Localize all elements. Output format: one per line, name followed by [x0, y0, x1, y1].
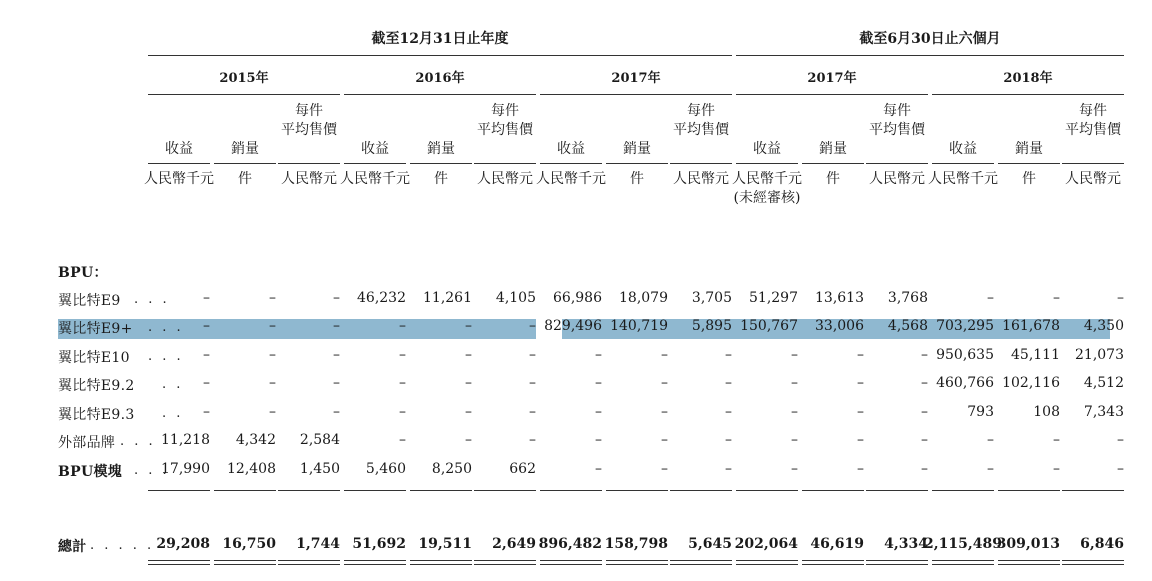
unit-label: 件 — [434, 171, 448, 187]
col-header-rule — [214, 163, 276, 164]
year-2018-interim: 2018年 — [1003, 71, 1053, 86]
table-cell: 662 — [509, 461, 536, 477]
total-double-rule-2 — [866, 564, 928, 565]
subtotal-rule — [802, 490, 864, 491]
table-cell: – — [1053, 432, 1060, 448]
col-asp-line2: 平均售價 — [477, 122, 533, 138]
table-cell: – — [921, 375, 928, 391]
table-cell: – — [921, 432, 928, 448]
table-cell: 950,635 — [936, 347, 994, 363]
table-cell: – — [1053, 461, 1060, 477]
subtotal-rule — [540, 490, 602, 491]
table-cell: – — [595, 347, 602, 363]
total-cell: 158,798 — [604, 536, 668, 552]
year-2015: 2015年 — [219, 71, 269, 86]
unit-label: 件 — [630, 171, 644, 187]
rule-year-2017b — [736, 94, 928, 95]
total-double-rule-1 — [670, 560, 732, 561]
unit-label: 人民幣千元 — [732, 171, 802, 187]
table-cell: – — [791, 461, 798, 477]
table-cell: 51,297 — [749, 290, 798, 306]
table-cell: – — [333, 318, 340, 334]
table-cell: – — [333, 375, 340, 391]
table-cell: – — [465, 404, 472, 420]
row-label: 外部品牌 — [58, 435, 116, 451]
row-label: 翼比特E9 — [58, 293, 121, 309]
col-header-rule — [866, 163, 928, 164]
total-double-rule-1 — [932, 560, 994, 561]
table-cell: 33,006 — [815, 318, 864, 334]
total-cell: 2,649 — [492, 536, 536, 552]
table-cell: – — [857, 347, 864, 363]
col-revenue: 收益 — [165, 141, 193, 157]
total-cell: 202,064 — [734, 536, 798, 552]
table-cell: – — [857, 461, 864, 477]
table-cell: 12,408 — [227, 461, 276, 477]
total-double-rule-1 — [540, 560, 602, 561]
row-leader-dots: . . . — [134, 292, 170, 307]
total-cell: 6,846 — [1080, 536, 1124, 552]
total-double-rule-2 — [540, 564, 602, 565]
table-cell: 161,678 — [1002, 318, 1060, 334]
col-asp-line1: 每件 — [883, 103, 911, 119]
unit-label: 件 — [238, 171, 252, 187]
subtotal-rule — [998, 490, 1060, 491]
total-double-rule-2 — [736, 564, 798, 565]
total-double-rule-2 — [932, 564, 994, 565]
unit-label: 人民幣千元 — [144, 171, 214, 187]
col-asp-line2: 平均售價 — [1065, 122, 1121, 138]
table-cell: 3,705 — [691, 290, 732, 306]
table-cell: 4,512 — [1083, 375, 1124, 391]
total-double-rule-2 — [1062, 564, 1124, 565]
rule-interim — [736, 55, 1124, 56]
unit-label: 人民幣元 — [869, 171, 925, 187]
table-cell: – — [399, 318, 406, 334]
table-cell: – — [921, 404, 928, 420]
table-cell: 3,768 — [887, 290, 928, 306]
table-cell: – — [1053, 290, 1060, 306]
total-double-rule-2 — [214, 564, 276, 565]
total-cell: 5,645 — [688, 536, 732, 552]
header-annual: 截至12月31日止年度 — [371, 31, 509, 47]
subtotal-rule — [932, 490, 994, 491]
subtotal-rule — [344, 490, 406, 491]
col-header-rule — [344, 163, 406, 164]
col-header-rule — [998, 163, 1060, 164]
total-double-rule-2 — [410, 564, 472, 565]
table-cell: 21,073 — [1075, 347, 1124, 363]
subtotal-rule — [474, 490, 536, 491]
row-leader-dots: . . — [162, 377, 184, 392]
table-cell: – — [595, 375, 602, 391]
table-cell: – — [269, 375, 276, 391]
total-double-rule-1 — [474, 560, 536, 561]
total-cell: 51,692 — [352, 536, 406, 552]
row-leader-dots: . . . — [134, 463, 170, 478]
col-revenue: 收益 — [949, 141, 977, 157]
table-cell: 18,079 — [619, 290, 668, 306]
table-cell: – — [921, 347, 928, 363]
year-2016: 2016年 — [415, 71, 465, 86]
unit-label: 人民幣元 — [477, 171, 533, 187]
total-double-rule-2 — [278, 564, 340, 565]
table-cell: – — [269, 290, 276, 306]
total-cell: 46,619 — [810, 536, 864, 552]
col-volume: 銷量 — [819, 141, 847, 157]
table-cell: – — [203, 290, 210, 306]
table-cell: – — [203, 347, 210, 363]
rule-year-2016 — [344, 94, 536, 95]
unit-label: 人民幣元 — [281, 171, 337, 187]
unit-label: 人民幣元 — [1065, 171, 1121, 187]
col-asp-line2: 平均售價 — [673, 122, 729, 138]
row-label: 翼比特E9.3 — [58, 407, 135, 423]
col-asp-line1: 每件 — [491, 103, 519, 119]
subtotal-rule — [866, 490, 928, 491]
unit-label: 件 — [1022, 171, 1036, 187]
table-cell: 4,342 — [235, 432, 276, 448]
total-double-rule-2 — [606, 564, 668, 565]
col-header-rule — [1062, 163, 1124, 164]
table-cell: – — [791, 404, 798, 420]
table-cell: 11,218 — [161, 432, 210, 448]
col-header-rule — [148, 163, 210, 164]
table-cell: 140,719 — [610, 318, 668, 334]
table-cell: – — [203, 375, 210, 391]
unit-label: 件 — [826, 171, 840, 187]
row-leader-dots: . . — [162, 406, 184, 421]
table-cell: 4,568 — [887, 318, 928, 334]
col-header-rule — [410, 163, 472, 164]
table-cell: 460,766 — [936, 375, 994, 391]
table-cell: 2,584 — [299, 432, 340, 448]
table-cell: 45,111 — [1011, 347, 1060, 363]
table-cell: – — [333, 290, 340, 306]
subtotal-rule — [670, 490, 732, 491]
total-cell: 309,013 — [996, 536, 1060, 552]
table-cell: 66,986 — [553, 290, 602, 306]
table-cell: – — [203, 404, 210, 420]
total-cell: 16,750 — [222, 536, 276, 552]
col-asp-line2: 平均售價 — [869, 122, 925, 138]
table-cell: – — [399, 347, 406, 363]
total-double-rule-1 — [278, 560, 340, 561]
total-double-rule-1 — [148, 560, 210, 561]
subtotal-rule — [148, 490, 210, 491]
row-leader-dots: . . . — [148, 320, 184, 335]
table-cell: – — [399, 375, 406, 391]
total-double-rule-2 — [670, 564, 732, 565]
total-double-rule-1 — [1062, 560, 1124, 561]
table-cell: 8,250 — [431, 461, 472, 477]
col-volume: 銷量 — [623, 141, 651, 157]
col-header-rule — [278, 163, 340, 164]
table-cell: – — [1117, 290, 1124, 306]
total-double-rule-2 — [802, 564, 864, 565]
col-header-rule — [540, 163, 602, 164]
table-cell: – — [1117, 461, 1124, 477]
table-cell: – — [333, 404, 340, 420]
table-cell: – — [791, 375, 798, 391]
total-cell: 2,115,489 — [924, 536, 1002, 552]
col-asp-line1: 每件 — [1079, 103, 1107, 119]
unit-label: 人民幣千元 — [536, 171, 606, 187]
table-cell: – — [1117, 432, 1124, 448]
col-volume: 銷量 — [1015, 141, 1043, 157]
total-cell: 19,511 — [418, 536, 472, 552]
total-double-rule-1 — [998, 560, 1060, 561]
col-asp-line1: 每件 — [687, 103, 715, 119]
row-label: 翼比特E10 — [58, 350, 130, 366]
table-cell: – — [595, 404, 602, 420]
total-double-rule-1 — [606, 560, 668, 561]
col-volume: 銷量 — [231, 141, 259, 157]
table-cell: – — [269, 347, 276, 363]
subtotal-rule — [278, 490, 340, 491]
col-volume: 銷量 — [427, 141, 455, 157]
table-cell: – — [529, 347, 536, 363]
subtotal-rule — [736, 490, 798, 491]
table-cell: – — [595, 432, 602, 448]
table-cell: 102,116 — [1002, 375, 1060, 391]
table-cell: – — [595, 461, 602, 477]
table-cell: – — [725, 404, 732, 420]
subtotal-rule — [214, 490, 276, 491]
table-cell: – — [529, 404, 536, 420]
total-label: 總計 — [58, 539, 87, 555]
table-cell: – — [203, 318, 210, 334]
col-revenue: 收益 — [753, 141, 781, 157]
table-cell: 4,350 — [1083, 318, 1124, 334]
total-double-rule-1 — [736, 560, 798, 561]
table-cell: – — [661, 461, 668, 477]
total-leader-dots: . . . . . — [90, 538, 155, 553]
total-double-rule-2 — [474, 564, 536, 565]
table-cell: – — [725, 375, 732, 391]
subtotal-rule — [1062, 490, 1124, 491]
table-cell: – — [661, 347, 668, 363]
table-cell: – — [269, 404, 276, 420]
total-double-rule-2 — [344, 564, 406, 565]
table-cell: – — [791, 432, 798, 448]
subtotal-rule — [606, 490, 668, 491]
table-cell: – — [661, 375, 668, 391]
year-2017: 2017年 — [611, 71, 661, 86]
total-double-rule-1 — [802, 560, 864, 561]
table-cell: 829,496 — [544, 318, 602, 334]
table-cell: – — [987, 461, 994, 477]
table-cell: – — [399, 404, 406, 420]
unit-unaudited: (未經審核) — [733, 190, 801, 206]
table-cell: 46,232 — [357, 290, 406, 306]
table-cell: – — [987, 432, 994, 448]
col-revenue: 收益 — [557, 141, 585, 157]
table-cell: 108 — [1033, 404, 1060, 420]
table-cell: – — [725, 347, 732, 363]
table-cell: – — [465, 375, 472, 391]
table-cell: – — [529, 432, 536, 448]
col-header-rule — [670, 163, 732, 164]
table-cell: 1,450 — [299, 461, 340, 477]
row-label: 翼比特E9.2 — [58, 378, 135, 394]
table-cell: – — [333, 347, 340, 363]
table-cell: 4,105 — [495, 290, 536, 306]
table-cell: – — [465, 318, 472, 334]
row-leader-dots: . . . — [148, 349, 184, 364]
table-cell: 703,295 — [936, 318, 994, 334]
total-double-rule-1 — [214, 560, 276, 561]
table-cell: 793 — [967, 404, 994, 420]
col-asp-line2: 平均售價 — [281, 122, 337, 138]
total-cell: 896,482 — [538, 536, 602, 552]
row-leader-dots: . . . — [120, 434, 156, 449]
table-cell: – — [921, 461, 928, 477]
unit-label: 人民幣元 — [673, 171, 729, 187]
table-cell: 7,343 — [1083, 404, 1124, 420]
table-cell: – — [661, 432, 668, 448]
table-cell: 11,261 — [423, 290, 472, 306]
total-double-rule-1 — [866, 560, 928, 561]
col-header-rule — [736, 163, 798, 164]
total-double-rule-2 — [998, 564, 1060, 565]
rule-annual — [148, 55, 732, 56]
table-cell: 13,613 — [815, 290, 864, 306]
total-double-rule-1 — [344, 560, 406, 561]
table-cell: – — [529, 375, 536, 391]
total-cell: 29,208 — [156, 536, 210, 552]
table-cell: – — [725, 461, 732, 477]
table-cell: 5,460 — [365, 461, 406, 477]
rule-year-2018 — [932, 94, 1124, 95]
table-cell: – — [269, 318, 276, 334]
row-label: BPU模塊 — [58, 464, 123, 480]
section-label: BPU： — [58, 265, 108, 281]
table-cell: 17,990 — [161, 461, 210, 477]
row-label: 翼比特E9+ — [58, 321, 133, 337]
table-cell: 150,767 — [740, 318, 798, 334]
total-cell: 1,744 — [296, 536, 340, 552]
rule-year-2017 — [540, 94, 732, 95]
table-cell: – — [661, 404, 668, 420]
unit-label: 人民幣千元 — [340, 171, 410, 187]
total-double-rule-1 — [410, 560, 472, 561]
subtotal-rule — [410, 490, 472, 491]
table-cell: – — [791, 347, 798, 363]
table-cell: 5,895 — [691, 318, 732, 334]
unit-label: 人民幣千元 — [928, 171, 998, 187]
table-cell: – — [725, 432, 732, 448]
table-cell: – — [987, 290, 994, 306]
table-cell: – — [529, 318, 536, 334]
header-interim: 截至6月30日止六個月 — [859, 31, 1001, 47]
col-header-rule — [474, 163, 536, 164]
col-header-rule — [932, 163, 994, 164]
total-cell: 4,334 — [884, 536, 928, 552]
table-cell: – — [399, 432, 406, 448]
col-header-rule — [606, 163, 668, 164]
year-2017-interim: 2017年 — [807, 71, 857, 86]
table-cell: – — [857, 432, 864, 448]
table-cell: – — [857, 404, 864, 420]
col-asp-line1: 每件 — [295, 103, 323, 119]
rule-year-2015 — [148, 94, 340, 95]
table-cell: – — [857, 375, 864, 391]
col-revenue: 收益 — [361, 141, 389, 157]
total-double-rule-2 — [148, 564, 210, 565]
col-header-rule — [802, 163, 864, 164]
table-cell: – — [465, 432, 472, 448]
table-cell: – — [465, 347, 472, 363]
